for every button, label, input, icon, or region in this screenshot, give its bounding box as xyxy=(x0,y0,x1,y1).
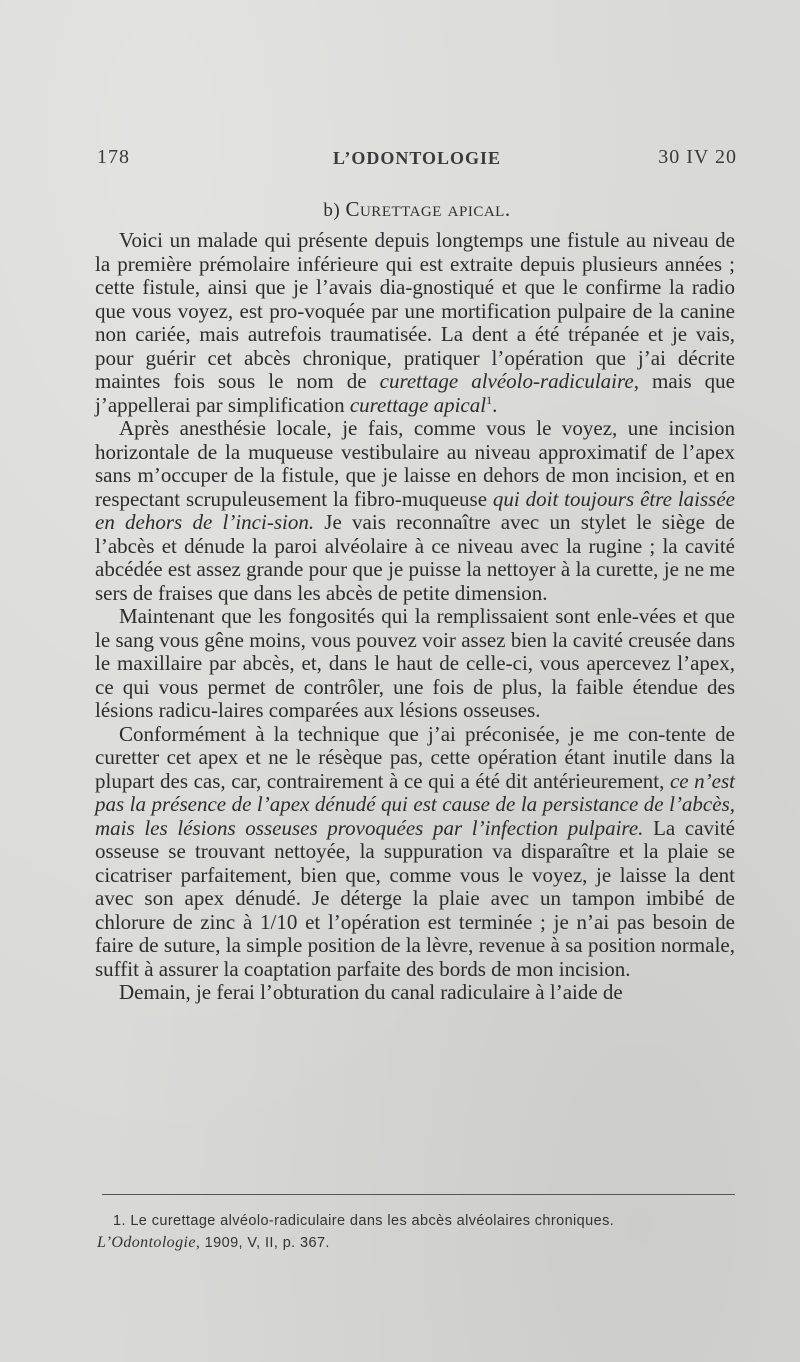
footnote xyxy=(97,1211,737,1254)
paragraph-2-italic: qui doit toujours être laissée en dehors de l’inci-sion. xyxy=(95,486,735,534)
footnote-line-2 xyxy=(97,1232,737,1254)
section-title: Curettage apical. xyxy=(345,197,511,221)
section-marker: b) xyxy=(323,200,341,221)
paragraph-2 xyxy=(95,417,735,605)
footnote-line-1 xyxy=(97,1211,737,1232)
paragraph-1-italic-b: curettage apical xyxy=(349,392,487,417)
paragraph-1-text-a: Voici un malade qui présente depuis longtemps une fistule au niveau de la première prémolaire inférieure qui est extraite depuis plusieurs années ; cette fistule, ainsi que je l’avais dia-gnostiqué et que le confirme la radio que vous voyez, est pro-voquée par une mortification pulpaire de la canine non cariée, mais autrefois traumatisée. La dent a été trépanée et je vais, pour guérir cet abcès chronique, pratiquer l’opération que j’ai décrite maintes fois sous le nom de xyxy=(95,228,735,393)
section-heading xyxy=(97,197,737,222)
paragraph-4-text-b: La cavité osseuse se trouvant nettoyée, la suppuration va disparaître et la plaie se cicatriser parfaitement, bien que, comme vous le voyez, je laisse la dent avec son apex dénudé. Je déterge la plaie avec un tampon imbibé de chlorure de zinc à 1/10 et l’opération est terminée ; je n’ai pas besoin de faire de suture, la simple position de la lèvre, revenue à sa position normale, suffit à assurer la coaptation parfaite des bords de mon incision. xyxy=(95,815,735,981)
paragraph-1 xyxy=(95,229,735,417)
paragraph-2-text-a: Après anesthésie locale, je fais, comme vous le voyez, une incision horizontale de la muqueuse vestibulaire au niveau approximatif de l’apex sans m’occuper de la fistule, que je laisse en dehors de mon incision, et en respectant scrupuleusement la fibro-muqueuse xyxy=(95,416,735,511)
paragraph-4-italic: ce n’est pas la présence de l’apex dénudé qui est cause de la persistance de l’abcès, mais les lésions osseuses provoquées par l’infection pulpaire. xyxy=(95,768,735,840)
paragraph-1-text-b: mais que j’appellerai par simplification xyxy=(95,369,736,417)
paragraph-1-italic-a: curettage alvéolo-radiculaire, xyxy=(379,369,639,393)
paragraph-4 xyxy=(95,723,735,982)
footnote-source: L’Odontologie, xyxy=(97,1234,201,1251)
paragraph-2-text-b: Je vais reconnaître avec un stylet le siège de l’abcès et dénude la paroi alvéolaire à ce niveau avec la rugine ; la cavité abcédée est assez grande pour que je puisse la nettoyer à la curette, je ne me sers de fraises que dans les abcès de petite dimension. xyxy=(95,510,736,605)
footnote-citation: 1909, V, II, p. 367. xyxy=(204,1235,330,1251)
page-number: 178 xyxy=(97,146,130,168)
journal-title: L’ODONTOLOGIE xyxy=(332,148,502,168)
footnote-text: Le curettage alvéolo-radiculaire dans les abcès alvéolaires chroniques. xyxy=(130,1213,615,1229)
running-header xyxy=(97,146,737,174)
paragraph-4-text-a: Conformément à la technique que j’ai préconisée, je me con-tente de curetter cet apex et ne le résèque pas, cette opération étant inutile dans la plupart des cas, car, contrairement à ce qui a été dit antérieurement, xyxy=(95,721,735,793)
footnote-divider xyxy=(102,1194,735,1195)
paragraph-5: Demain, je ferai l’obturation du canal radiculaire à l’aide de xyxy=(119,980,623,1004)
body-text xyxy=(95,229,735,1005)
issue-date: 30 IV 20 xyxy=(658,146,737,168)
paragraph-1-text-c: . xyxy=(492,392,498,417)
footnote-reference[interactable]: 1 xyxy=(486,392,493,407)
footnote-number: 1. xyxy=(113,1213,126,1229)
paragraph-3: Maintenant que les fongosités qui la remplissaient sont enle-vées et que le sang vous gêne moins, vous pouvez voir assez bien la cavité creusée dans le maxillaire par abcès, et, dans le haut de celle-ci, vous apercevez l’apex, ce qui vous permet de contrôler, une fois de plus, la faible étendue des lésions radicu-laires comparées aux lésions osseuses. xyxy=(95,604,735,722)
